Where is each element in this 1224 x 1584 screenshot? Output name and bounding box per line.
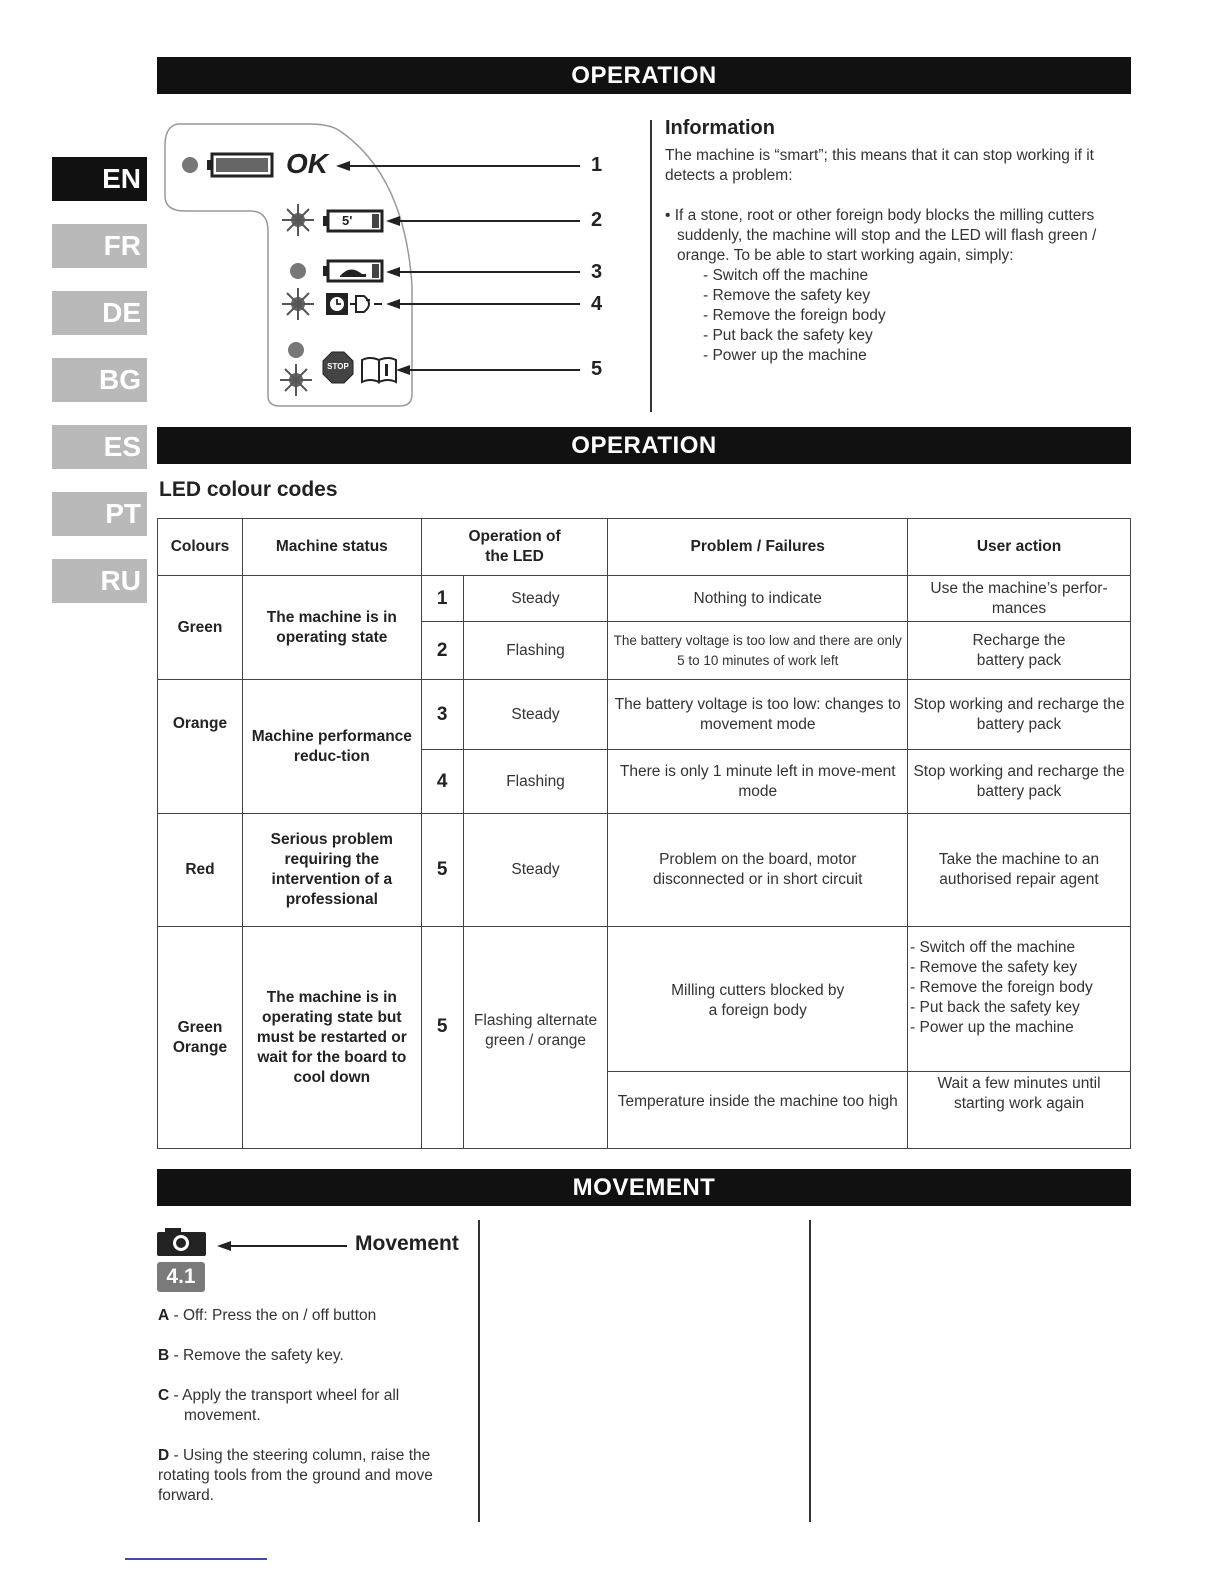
action-cell: Wait a few minutes until starting work again bbox=[908, 1072, 1131, 1149]
table-row bbox=[158, 680, 1131, 750]
information-title: Information bbox=[665, 117, 775, 139]
led-panel-drawing bbox=[160, 116, 630, 416]
led-number: 4 bbox=[421, 750, 463, 814]
colour-orange: Orange bbox=[158, 680, 243, 814]
led-panel-diagram bbox=[160, 116, 630, 416]
callout-2: 2 bbox=[591, 209, 603, 231]
list-item: - Switch off the machine bbox=[703, 267, 869, 284]
callout-4: 4 bbox=[591, 293, 603, 315]
led-operation: Flashing alternate green / orange bbox=[463, 927, 608, 1149]
problem-cell: Problem on the board, motor disconnected or in short circuit bbox=[608, 814, 908, 927]
list-item: - Power up the machine bbox=[703, 347, 867, 364]
table-header-row bbox=[158, 519, 1131, 576]
problem-cell: The battery voltage is too low: changes to movement mode bbox=[608, 680, 908, 750]
colour-green-orange: Green Orange bbox=[158, 927, 243, 1149]
col-header-user-action: User action bbox=[908, 519, 1131, 576]
status-red: Serious problem requiring the intervention of a professional bbox=[242, 814, 421, 927]
colour-green: Green bbox=[158, 576, 243, 680]
movement-divider-1 bbox=[478, 1220, 480, 1522]
led-number: 2 bbox=[421, 622, 463, 680]
lang-tab-en[interactable]: EN bbox=[52, 157, 147, 201]
led-operation: Flashing bbox=[463, 750, 608, 814]
col-header-machine-status: Machine status bbox=[242, 519, 421, 576]
led-number: 5 bbox=[421, 814, 463, 927]
colour-red: Red bbox=[158, 814, 243, 927]
col-header-operation: Operation of the LED bbox=[421, 519, 608, 576]
list-item: - Remove the foreign body bbox=[703, 307, 886, 324]
operation-header-middle: OPERATION bbox=[157, 427, 1131, 464]
ok-label: OK bbox=[286, 148, 328, 179]
problem-cell: Milling cutters blocked by a foreign body bbox=[608, 927, 908, 1072]
led-operation: Steady bbox=[463, 576, 608, 622]
led-dot-3 bbox=[290, 263, 306, 279]
manual-book-icon bbox=[362, 358, 396, 382]
problem-cell: Temperature inside the machine too high bbox=[608, 1072, 908, 1149]
action-cell: Recharge the battery pack bbox=[908, 622, 1131, 680]
list-item: - Remove the foreign body bbox=[910, 979, 1093, 996]
lang-tab-de[interactable]: DE bbox=[52, 291, 147, 335]
list-item: B - Remove the safety key. bbox=[158, 1347, 344, 1364]
operation-header-top: OPERATION bbox=[157, 57, 1131, 94]
plug-icon bbox=[350, 296, 382, 312]
list-item: D - Using the steering column, raise the rotating tools from the ground and move forward. bbox=[158, 1447, 433, 1504]
callout-3: 3 bbox=[591, 261, 603, 283]
lang-tab-ru[interactable]: RU bbox=[52, 559, 147, 603]
problem-cell: The battery voltage is too low and there are only 5 to 10 minutes of work left bbox=[608, 622, 908, 680]
led-operation: Steady bbox=[463, 814, 608, 927]
list-item: - Power up the machine bbox=[910, 1019, 1074, 1036]
figure-badge: 4.1 bbox=[157, 1262, 205, 1292]
movement-divider-2 bbox=[809, 1220, 811, 1522]
list-item: C - Apply the transport wheel for all movement. bbox=[158, 1387, 400, 1424]
led-dot-5 bbox=[288, 342, 304, 358]
list-item: - Put back the safety key bbox=[910, 999, 1080, 1016]
status-green: The machine is in operating state bbox=[242, 576, 421, 680]
list-item: - Put back the safety key bbox=[703, 327, 873, 344]
timer-label: 5' bbox=[342, 213, 353, 228]
table-row bbox=[158, 927, 1131, 1072]
led-operation: Flashing bbox=[463, 622, 608, 680]
movement-figure-ref bbox=[157, 1225, 357, 1264]
information-bullet: • If a stone, root or other foreign body blocks the milling cutters suddenly, the machine will stop and the LED will flash green / orange. To be able to start working again, simply: bbox=[665, 207, 1097, 264]
list-item: - Switch off the machine bbox=[910, 939, 1076, 956]
footer-rule bbox=[125, 1558, 267, 1560]
table-row bbox=[158, 814, 1131, 927]
led-operation: Steady bbox=[463, 680, 608, 750]
action-cell: Take the machine to an authorised repair agent bbox=[908, 814, 1131, 927]
movement-steps bbox=[158, 1306, 473, 1526]
action-cell: Stop working and recharge the battery pack bbox=[908, 680, 1131, 750]
lang-tab-bg[interactable]: BG bbox=[52, 358, 147, 402]
information-intro: The machine is “smart”; this means that it can stop working if it detects a problem: bbox=[665, 147, 1094, 184]
stop-label: STOP bbox=[327, 362, 349, 371]
table-row bbox=[158, 576, 1131, 622]
led-number: 5 bbox=[421, 927, 463, 1149]
problem-cell: Nothing to indicate bbox=[608, 576, 908, 622]
action-cell: Stop working and recharge the battery pack bbox=[908, 750, 1131, 814]
callout-5: 5 bbox=[591, 358, 603, 380]
led-section-title: LED colour codes bbox=[159, 478, 338, 501]
led-colour-table bbox=[157, 518, 1131, 1149]
led-number: 3 bbox=[421, 680, 463, 750]
lang-tab-pt[interactable]: PT bbox=[52, 492, 147, 536]
col-header-colours: Colours bbox=[158, 519, 243, 576]
movement-label: Movement bbox=[355, 1232, 459, 1255]
lang-tab-es[interactable]: ES bbox=[52, 425, 147, 469]
flashing-led-icon-4 bbox=[282, 288, 314, 320]
callout-1: 1 bbox=[591, 154, 603, 176]
list-item: - Remove the safety key bbox=[910, 959, 1078, 976]
list-item: - Remove the safety key bbox=[703, 287, 871, 304]
flashing-led-icon-5 bbox=[280, 364, 312, 396]
action-cell: Use the machine’s perfor-mances bbox=[908, 576, 1131, 622]
camera-icon bbox=[157, 1225, 357, 1259]
status-orange: Machine performance reduc-tion bbox=[242, 680, 421, 814]
problem-cell: There is only 1 minute left in move-ment mode bbox=[608, 750, 908, 814]
status-green-orange: The machine is in operating state but must be restarted or wait for the board to cool down bbox=[242, 927, 421, 1149]
lang-tab-fr[interactable]: FR bbox=[52, 224, 147, 268]
movement-header: MOVEMENT bbox=[157, 1169, 1131, 1206]
action-list-cell bbox=[908, 927, 1131, 1072]
flashing-led-icon-2 bbox=[282, 204, 314, 236]
information-steps bbox=[665, 266, 1135, 366]
info-divider bbox=[650, 120, 652, 412]
information-block bbox=[665, 118, 1135, 366]
led-number: 1 bbox=[421, 576, 463, 622]
col-header-problem: Problem / Failures bbox=[608, 519, 908, 576]
list-item: A - Off: Press the on / off button bbox=[158, 1307, 377, 1324]
led-dot-1 bbox=[182, 157, 198, 173]
